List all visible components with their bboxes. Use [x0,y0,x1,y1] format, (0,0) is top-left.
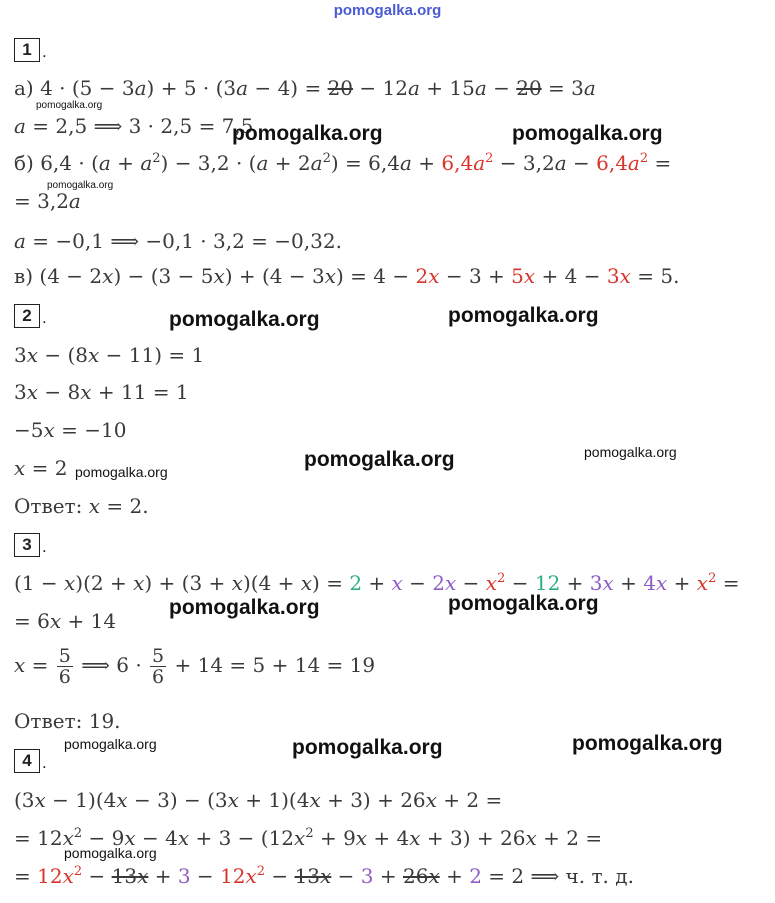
watermark: pomogalka.org [169,596,320,619]
task-number-2: 2 . [14,304,40,328]
watermark: pomogalka.org [47,180,114,191]
task2-line2: 3x − 8x + 11 = 1 [14,380,189,404]
task3-line3: x = $\frac{5}{6}$ ⟹ 6 · $\frac{5}{6}$ + 14 = 5 + 14 = 19 [14,645,376,688]
task3-line2: = 6x + 14 [14,609,117,633]
task2-line4: x = 2 [14,456,68,480]
task4-line2: = $12x^2 - 9x - 4x + 3 - (12x^2 + 9x + 4x + 3) + 26x + 2$ = [14,826,603,850]
watermark: pomogalka.org [512,122,663,145]
task2-line1: 3x − (8x − 11) = 1 [14,343,205,367]
watermark: pomogalka.org [36,100,103,111]
task2-line3: −5x = −10 [14,418,127,442]
task1-a-line1: а) 4 · (5 − 3a) + 5 · (3a − 4) = 20 − 12a + 15a − 20 = 3a [14,76,596,100]
task1-a-line2: a = 2,5 ⟹ 3 · 2,5 = 7,5 [14,114,254,138]
task4-line3: = $12x^2 - 13x + 3 - 12x^2 - 13x - 3 + 26x + 2 = 2$ ⟹ ч. т. д. [14,864,634,888]
task1-b-line1: б) $6,4 \cdot (a + a^2) - 3,2 \cdot (a + 2a^2) = 6,4a + 6,4a^2 - 3,2a - 6,4a^2$ = [14,151,672,175]
watermark: pomogalka.org [572,732,723,755]
watermark: pomogalka.org [232,122,383,145]
watermark: pomogalka.org [292,736,443,759]
task-number-3: 3 . [14,533,40,557]
task-number-1: 1 . [14,38,40,62]
task-number-4: 4 . [14,749,40,773]
task3-line1: $(1 - x)(2 + x) + (3 + x)(4 + x) = 2 + x - 2x - x^2 - 12 + 3x + 4x + x^2$ = [14,571,740,595]
task2-answer: Ответ: x = 2. [14,494,149,518]
watermark: pomogalka.org [584,444,677,460]
watermark: pomogalka.org [64,845,157,861]
task1-b-line3: a = −0,1 ⟹ −0,1 · 3,2 = −0,32. [14,229,342,253]
watermark: pomogalka.org [304,448,455,471]
watermark: pomogalka.org [75,464,168,480]
watermark: pomogalka.org [169,308,320,331]
task4-line1: (3x − 1)(4x − 3) − (3x + 1)(4x + 3) + 26x + 2 = [14,788,503,812]
task1-b-line2: = 3,2a [14,189,81,213]
task3-answer: Ответ: 19. [14,709,121,733]
watermark: pomogalka.org [448,304,599,327]
watermark: pomogalka.org [64,736,157,752]
watermark: pomogalka.org [448,592,599,615]
task1-v-line: в) (4 − 2x) − (3 − 5x) + (4 − 3x) = 4 − 2x − 3 + 5x + 4 − 3x = 5. [14,264,680,288]
site-header: pomogalka.org [333,2,442,19]
